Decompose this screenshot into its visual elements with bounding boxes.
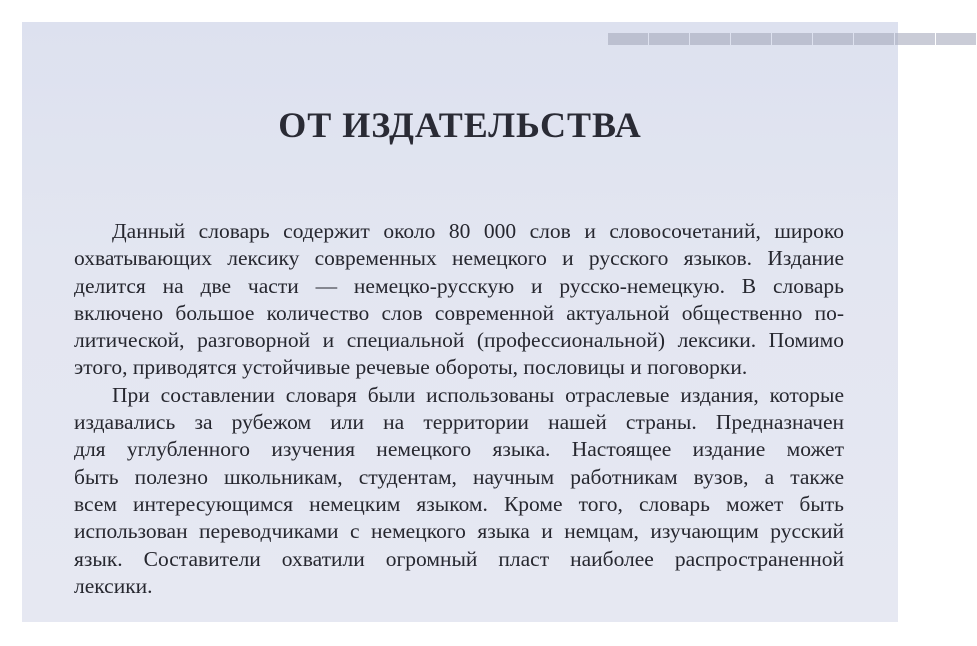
text-line: язык. Составители охватили огромный пласт наиболее распространенной: [74, 546, 844, 571]
text-line: литической, разговорной и специальной (профессиональной) лексики. Помимо: [74, 328, 844, 353]
text-line: Данный словарь содержит около 80 000 слов и словосочетаний, широко: [112, 219, 844, 243]
text-line: издавались за рубежом или на территории нашей страны. Предназначен: [74, 410, 844, 435]
paragraph-1: [74, 218, 844, 382]
text-line: включено большое количество слов современной актуальной общественно по-: [74, 300, 844, 325]
text-line: использован переводчиками с немецкого языка и немцам, изучающим русский: [74, 519, 844, 544]
text-line: лексики.: [74, 573, 153, 598]
text-line: При составлении словаря были использованы отраслевые издания, которые: [112, 382, 844, 407]
bleed-through-heading: ▬▬▬▬▬▬▬▬▬: [608, 9, 977, 54]
text-line: делится на две части — немецко-русскую и русско-немецкую. В словарь: [74, 273, 844, 298]
text-line: для углубленного изучения немецкого языка. Настоящее издание может: [74, 437, 844, 462]
text-line: этого, приводятся устойчивые речевые обороты, пословицы и поговорки.: [74, 355, 748, 380]
paragraph-2: [74, 382, 844, 600]
body-text: [74, 218, 844, 600]
text-line: всем интересующимся немецким языком. Кроме того, словарь может быть: [74, 491, 844, 516]
text-line: быть полезно школьникам, студентам, научным работникам вузов, а также: [74, 464, 844, 489]
book-page: [22, 9, 977, 622]
text-line: охватывающих лексику современных немецкого и русского языков. Издание: [74, 246, 844, 271]
page-title: ОТ ИЗДАТЕЛЬСТВА: [278, 105, 642, 146]
